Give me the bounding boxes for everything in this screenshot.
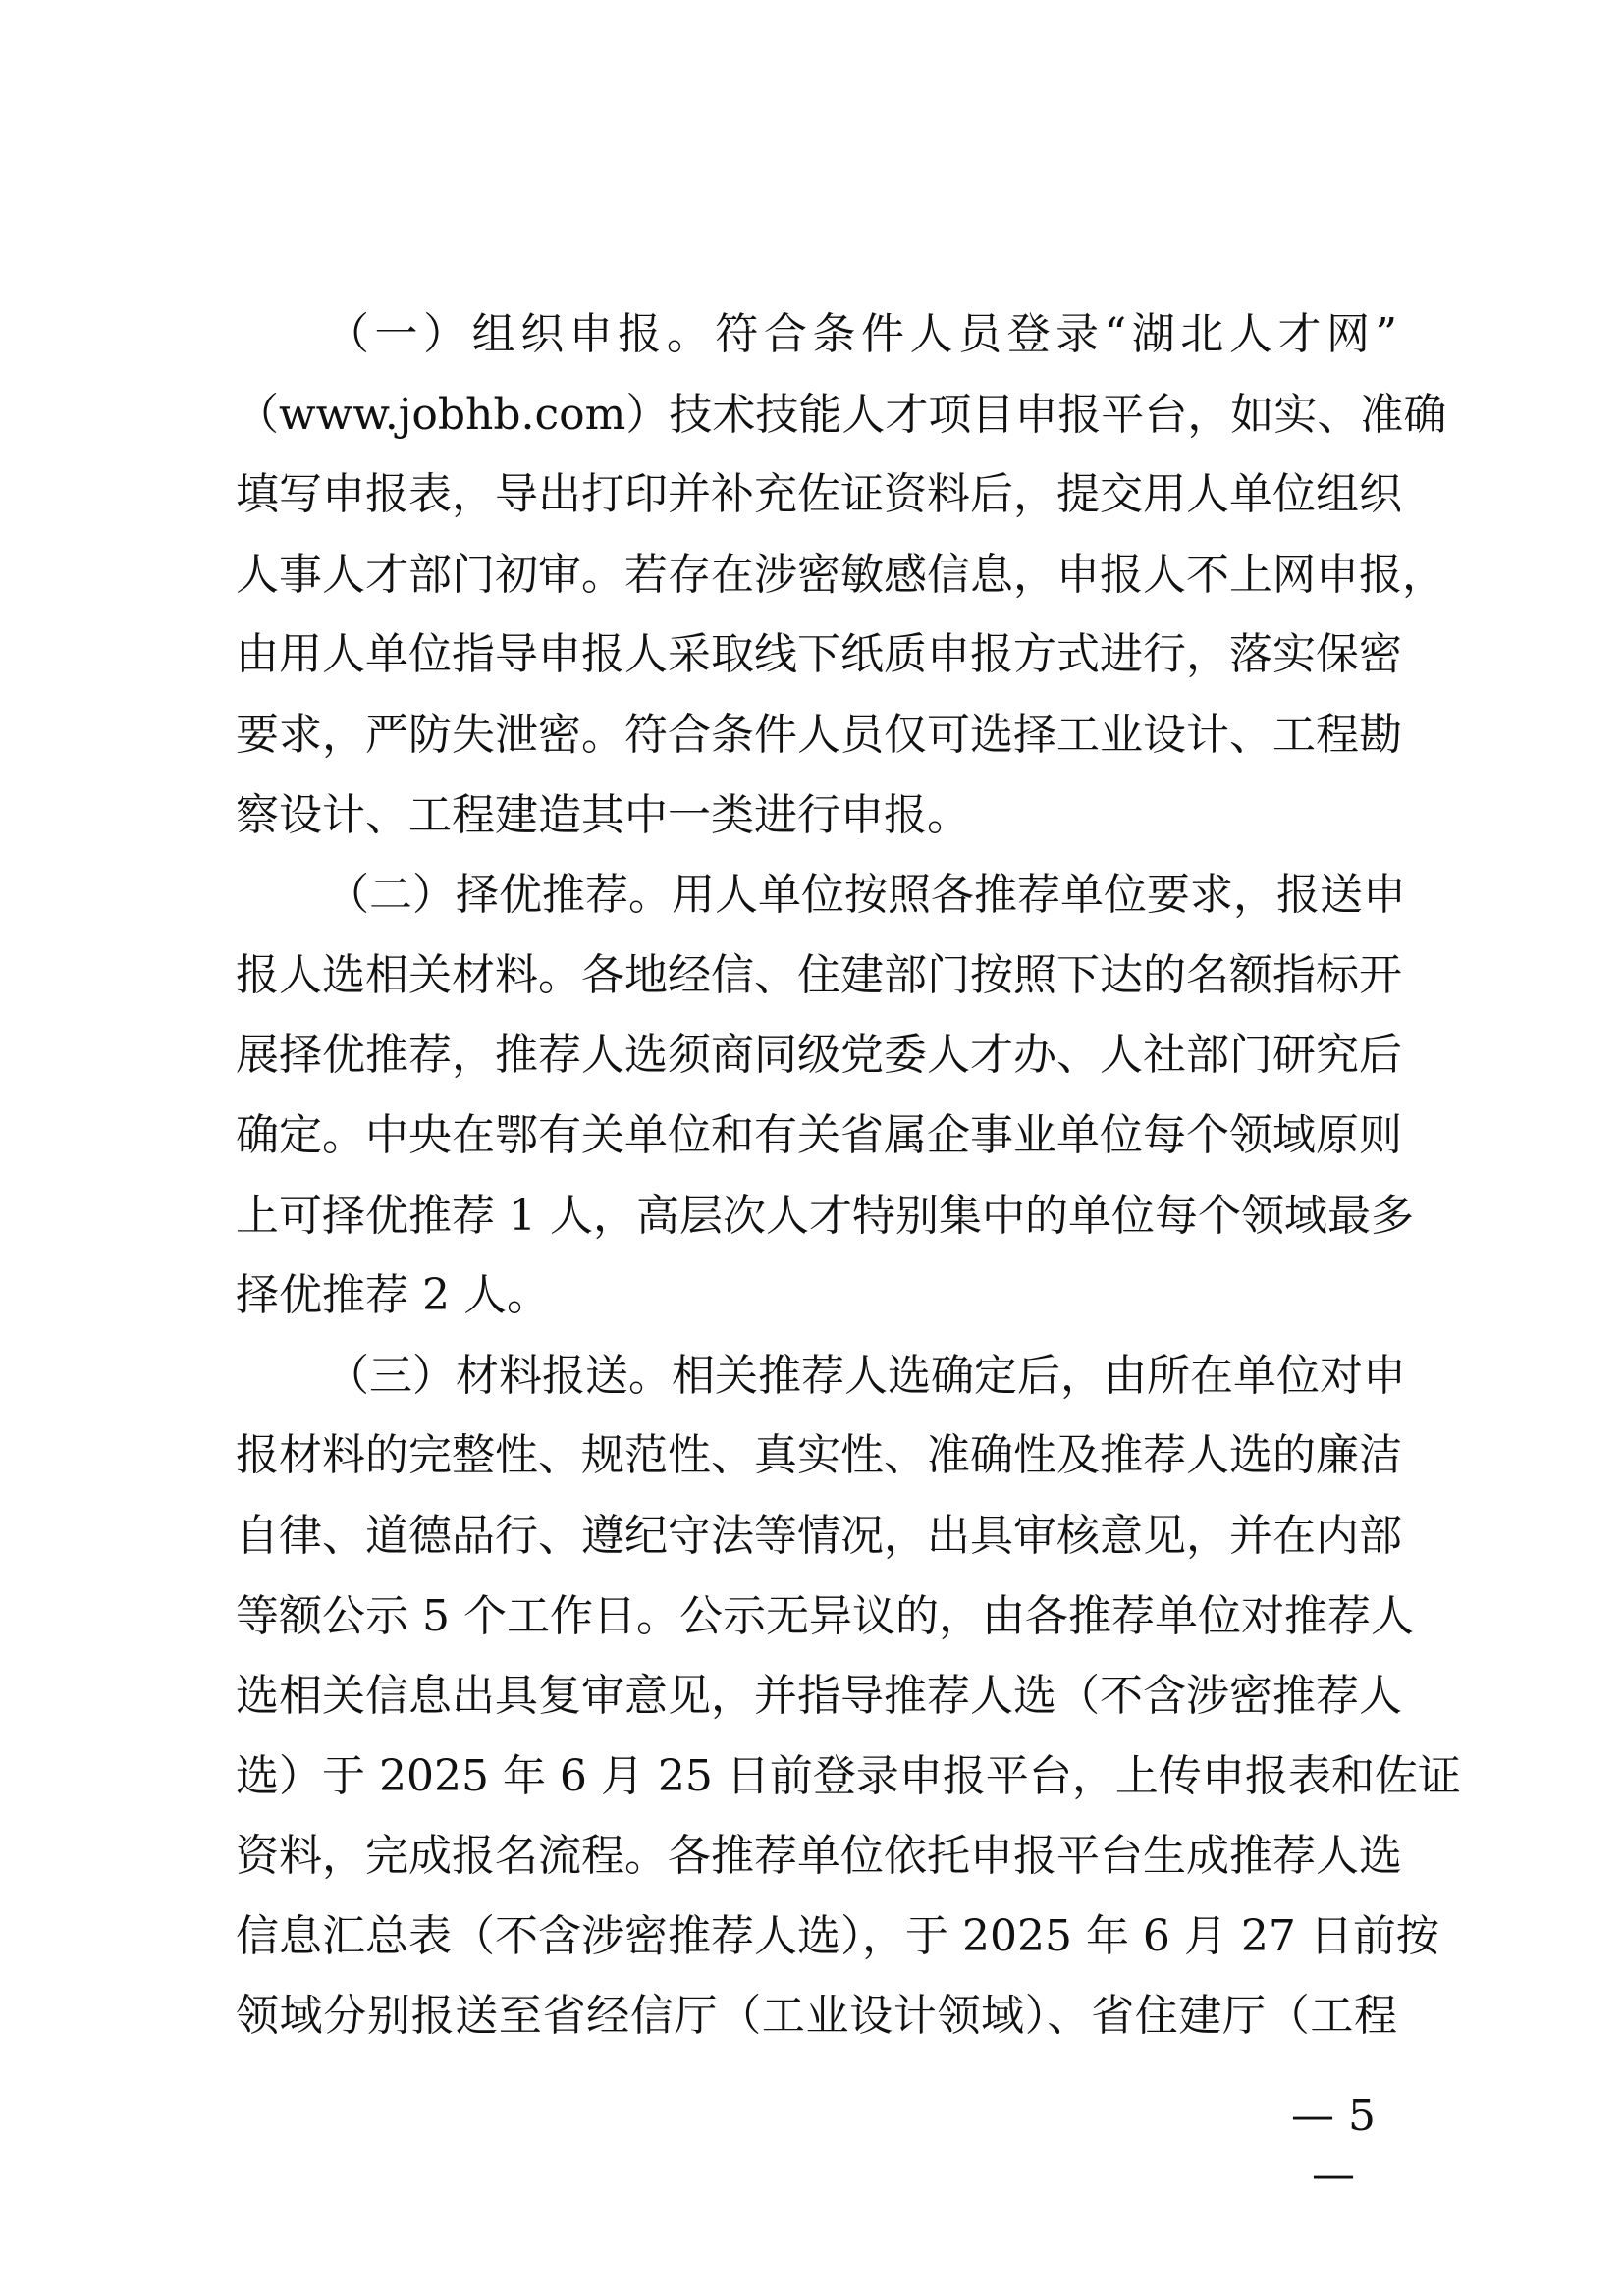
text-line: 人事人才部门初审。若存在涉密敏感信息，申报人不上网申报， [236,549,1445,600]
text-line: 上可择优推荐 1 人，高层次人才特别集中的单位每个领域最多 [236,1190,1414,1241]
text-line: 要求，严防失泄密。符合条件人员仅可选择工业设计、工程勘 [236,709,1402,760]
text-line: 填写申报表，导出打印并补充佐证资料后，提交用人单位组织 [236,469,1402,520]
text-line: 选相关信息出具复审意见，并指导推荐人选（不含涉密推荐人 [236,1671,1402,1722]
text-line: 展择优推荐，推荐人选须商同级党委人才办、人社部门研究后 [236,1030,1402,1081]
text-line: 确定。中央在鄂有关单位和有关省属企事业单位每个领域原则 [236,1109,1402,1160]
page-number: — 5 — [1291,2091,1376,2200]
text-line: （www.jobhb.com）技术技能人才项目申报平台，如实、准确 [236,389,1447,440]
text-line: 报材料的完整性、规范性、真实性、准确性及推荐人选的廉洁 [236,1430,1402,1481]
text-line: 信息汇总表（不含涉密推荐人选），于 2025 年 6 月 27 日前按 [236,1910,1439,1961]
text-line: （三）材料报送。相关推荐人选确定后，由所在单位对申 [326,1350,1406,1401]
text-line: 领域分别报送至省经信厅（工业设计领域）、省住建厅（工程 [236,1991,1397,2042]
text-line: 等额公示 5 个工作日。公示无异议的，由各推荐单位对推荐人 [236,1590,1414,1641]
text-line: 由用人单位指导申报人采取线下纸质申报方式进行，落实保密 [236,629,1402,680]
text-line: 资料，完成报名流程。各推荐单位依托申报平台生成推荐人选 [236,1831,1402,1882]
text-line: 察设计、工程建造其中一类进行申报。 [236,789,970,840]
text-line: 选）于 2025 年 6 月 25 日前登录申报平台，上传申报表和佐证 [236,1750,1461,1801]
document-body [236,294,1461,2056]
text-line: 自律、道德品行、遵纪守法等情况，出具审核意见，并在内部 [236,1510,1402,1561]
text-line: 报人选相关材料。各地经信、住建部门按照下达的名额指标开 [236,949,1402,1000]
text-line: （二）择优推荐。用人单位按照各推荐单位要求，报送申 [326,870,1406,921]
text-line: （一）组织申报。符合条件人员登录“湖北人才网” [326,309,1397,359]
text-line: 择优推荐 2 人。 [236,1270,550,1321]
